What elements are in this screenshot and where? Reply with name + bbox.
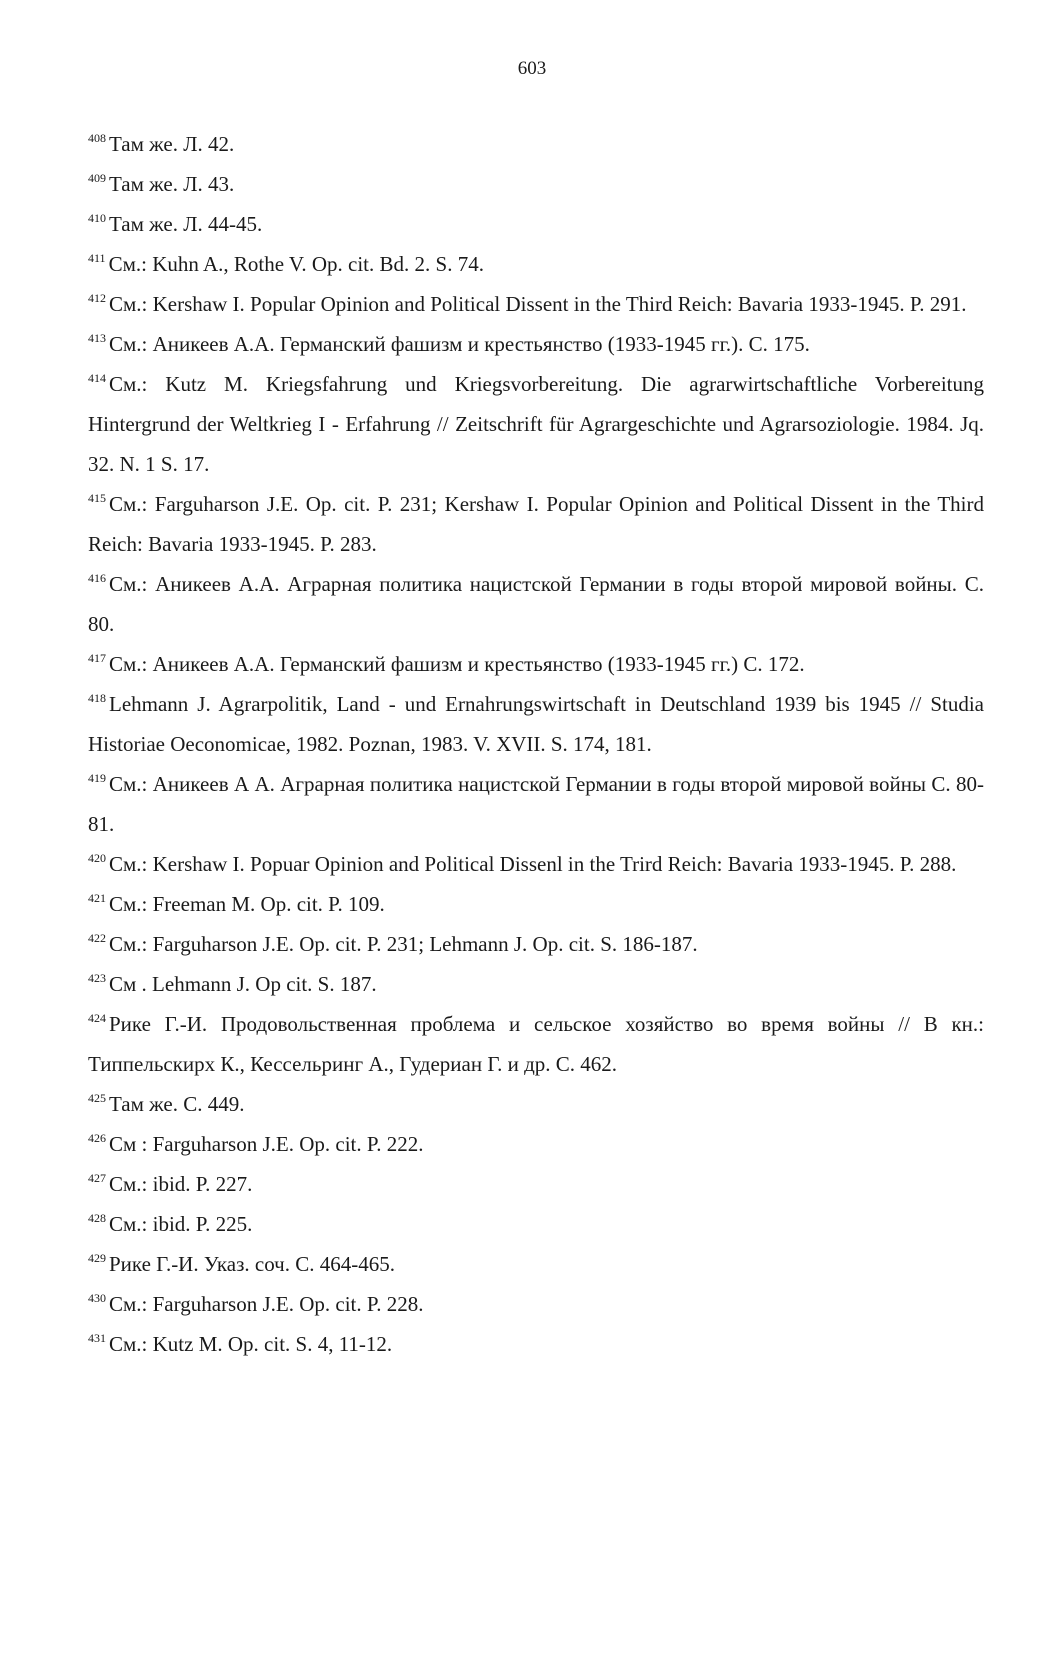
footnote-number: 408	[88, 131, 106, 145]
footnote-text: См . Lehmann J. Op cit. S. 187.	[109, 972, 377, 996]
footnote-text: Там же. Л. 42.	[109, 132, 235, 156]
footnote-number: 420	[88, 851, 106, 865]
footnote-text: Lehmann J. Agrarpolitik, Land - und Ernahrungswirtschaft in Deutschland 1939 bis 1945 // Studia Historiae Oeconomicae, 1982. Poznan, 1983. V. XVII. S. 174, 181.	[88, 692, 984, 756]
footnote-text: См.: Farguharson J.E. Op. cit. P. 228.	[109, 1292, 424, 1316]
footnote	[88, 644, 984, 684]
footnote-number: 416	[88, 571, 106, 585]
footnote-number: 424	[88, 1011, 106, 1025]
footnote-text: Там же. Л. 44-45.	[109, 212, 263, 236]
footnote-text: Там же. С. 449.	[109, 1092, 245, 1116]
footnote-list	[88, 124, 984, 1364]
footnote-number: 428	[88, 1211, 106, 1225]
footnote-text: См : Farguharson J.E. Op. cit. P. 222.	[109, 1132, 424, 1156]
footnote	[88, 684, 984, 764]
footnote-text: См.: Kutz M. Op. cit. S. 4, 11-12.	[109, 1332, 393, 1356]
footnote-number: 418	[88, 691, 106, 705]
footnote-number: 414	[88, 371, 106, 385]
footnote-number: 430	[88, 1291, 106, 1305]
footnote	[88, 1004, 984, 1084]
footnote	[88, 844, 984, 884]
footnote	[88, 764, 984, 844]
footnote-number: 413	[88, 331, 106, 345]
footnote-number: 421	[88, 891, 106, 905]
footnote	[88, 564, 984, 644]
footnote	[88, 964, 984, 1004]
footnote-number: 427	[88, 1171, 106, 1185]
footnote-number: 431	[88, 1331, 106, 1345]
footnote	[88, 1124, 984, 1164]
footnote-text: Рике Г.-И. Указ. соч. С. 464-465.	[109, 1252, 395, 1276]
footnote-text: См.: Farguharson J.E. Op. cit. P. 231; Kershaw I. Popular Opinion and Political Dissent in the Third Reich: Bavaria 1933-1945. P. 283.	[88, 492, 984, 556]
footnote	[88, 1324, 984, 1364]
footnote-number: 411	[88, 251, 106, 265]
footnote	[88, 1244, 984, 1284]
footnote-text: Там же. Л. 43.	[109, 172, 235, 196]
footnote-text: См.: Kutz M. Kriegsfahrung und Kriegsvorbereitung. Die agrarwirtschaftliche Vorbereitung Hintergrund der Weltkrieg I - Erfahrung // Zeitschrift für Agrargeschichte und Agrarsoziologie. 1984. Jq. 32. N. 1 S. 17.	[88, 372, 984, 476]
footnote	[88, 484, 984, 564]
footnote-text: См.: Freeman M. Op. cit. P. 109.	[109, 892, 385, 916]
footnote	[88, 1164, 984, 1204]
footnote-text: Рике Г.-И. Продовольственная проблема и сельское хозяйство во время войны // В кн.: Типпельскирх К., Кессельринг А., Гудериан Г. и др. С. 462.	[88, 1012, 984, 1076]
footnote-number: 426	[88, 1131, 106, 1145]
footnote-text: См.: Аникеев А.А. Германский фашизм и крестьянство (1933-1945 гг.) С. 172.	[109, 652, 805, 676]
footnote-text: См.: Аникеев А.А. Германский фашизм и крестьянство (1933-1945 гг.). С. 175.	[109, 332, 810, 356]
footnote	[88, 1204, 984, 1244]
footnote	[88, 324, 984, 364]
footnote-text: См.: Аникеев А.А. Аграрная политика нацистской Германии в годы второй мировой войны. С. 80.	[88, 572, 984, 636]
footnote-text: См.: Farguharson J.E. Op. cit. P. 231; Lehmann J. Op. cit. S. 186-187.	[109, 932, 698, 956]
footnote-number: 423	[88, 971, 106, 985]
footnote-number: 417	[88, 651, 106, 665]
footnote-text: См.: Аникеев А А. Аграрная политика нацистской Германии в годы второй мировой войны С. 80-81.	[88, 772, 984, 836]
footnote	[88, 244, 984, 284]
footnote	[88, 364, 984, 484]
footnote-number: 422	[88, 931, 106, 945]
footnote-text: См.: Kershaw I. Popular Opinion and Political Dissent in the Third Reich: Bavaria 1933-1945. P. 291.	[109, 292, 967, 316]
footnote-number: 425	[88, 1091, 106, 1105]
footnote	[88, 204, 984, 244]
footnote	[88, 884, 984, 924]
footnote-number: 410	[88, 211, 106, 225]
footnote	[88, 124, 984, 164]
footnote-number: 415	[88, 491, 106, 505]
footnote	[88, 1084, 984, 1124]
footnote	[88, 1284, 984, 1324]
footnote-number: 419	[88, 771, 106, 785]
footnote-number: 412	[88, 291, 106, 305]
page-number: 603	[517, 58, 547, 79]
footnote	[88, 284, 984, 324]
footnote	[88, 164, 984, 204]
footnote-number: 409	[88, 171, 106, 185]
footnote-text: См.: Kuhn A., Rothe V. Op. cit. Bd. 2. S. 74.	[108, 252, 484, 276]
footnote	[88, 924, 984, 964]
footnote-text: См.: ibid. P. 225.	[109, 1212, 253, 1236]
footnote-text: См.: Kershaw I. Popuar Opinion and Political Dissenl in the Trird Reich: Bavaria 1933-1945. P. 288.	[109, 852, 957, 876]
footnote-number: 429	[88, 1251, 106, 1265]
footnote-text: См.: ibid. P. 227.	[109, 1172, 253, 1196]
